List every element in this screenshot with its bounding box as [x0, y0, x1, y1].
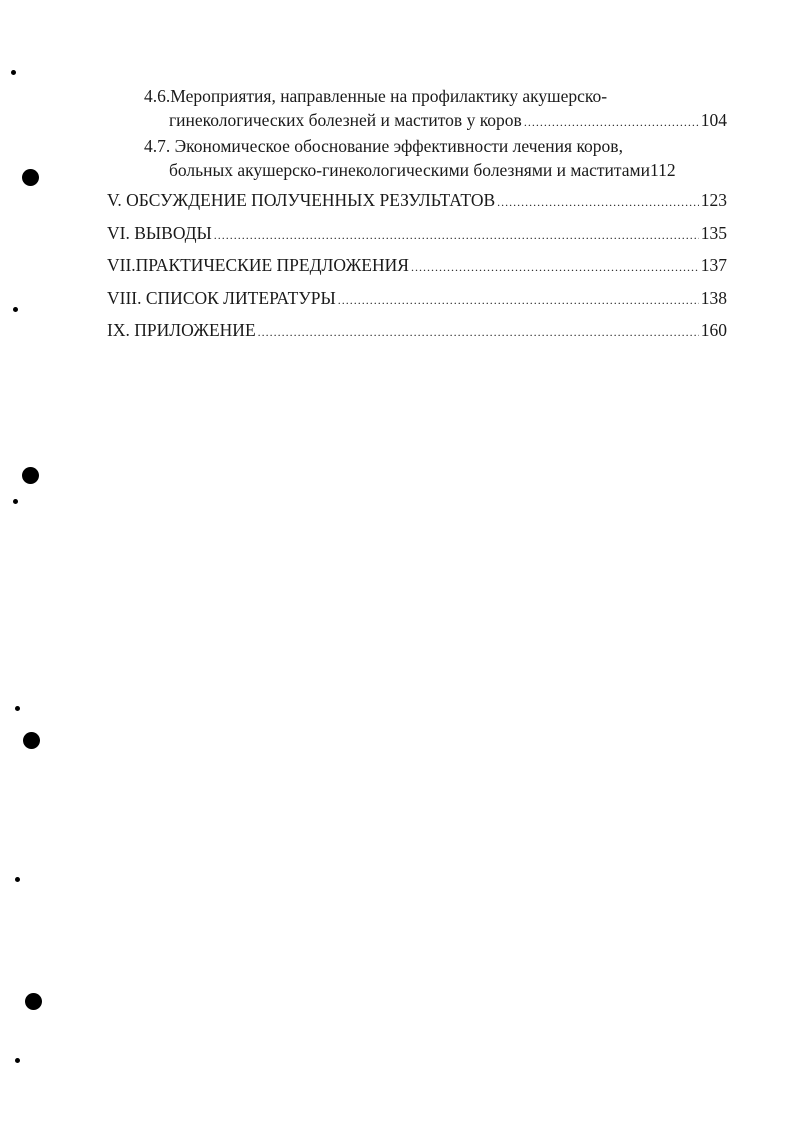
scan-dot-mark [13, 499, 18, 504]
scan-dot-mark [15, 877, 20, 882]
toc-entry-title-line1: 4.6.Мероприятия, направленные на профилактику акушерско- [144, 86, 608, 106]
scan-dot-mark [11, 70, 16, 75]
toc-chapter-title: VIII. СПИСОК ЛИТЕРАТУРЫ [107, 287, 336, 308]
scan-dot-mark [13, 307, 18, 312]
binder-hole-mark [22, 467, 39, 484]
toc-chapter-6[interactable] [107, 223, 727, 256]
binder-hole-mark [23, 732, 40, 749]
dot-leader [497, 195, 699, 210]
toc-chapter-9[interactable] [107, 320, 727, 353]
toc-entry-title-line2-row [144, 158, 727, 182]
dot-leader [338, 293, 699, 308]
toc-entry-title-line2-row [144, 108, 727, 134]
table-of-contents-chapters [107, 190, 727, 353]
table-of-contents-subsections [107, 84, 727, 182]
toc-page-number: 137 [700, 255, 727, 275]
dot-leader [214, 228, 699, 243]
binder-hole-mark [22, 169, 39, 186]
toc-page-number: 112 [650, 160, 676, 180]
dot-leader [411, 260, 699, 275]
toc-chapter-5[interactable] [107, 190, 727, 223]
toc-chapter-7[interactable] [107, 255, 727, 288]
toc-chapter-title: VII.ПРАКТИЧЕСКИЕ ПРЕДЛОЖЕНИЯ [107, 255, 409, 275]
toc-entry-4-6[interactable] [107, 84, 727, 134]
toc-entry-title-line1: 4.7. Экономическое обоснование эффективности лечения коров, [144, 136, 623, 156]
toc-page-number: 138 [700, 287, 727, 308]
toc-chapter-8[interactable] [107, 288, 727, 321]
dot-leader [258, 325, 699, 340]
scan-dot-mark [15, 1058, 20, 1063]
toc-page-number: 104 [700, 110, 727, 130]
toc-page-number: 135 [700, 222, 727, 243]
toc-chapter-title: V. ОБСУЖДЕНИЕ ПОЛУЧЕННЫХ РЕЗУЛЬТАТОВ [107, 190, 496, 210]
toc-page-number: 160 [700, 320, 727, 340]
toc-chapter-title: VI. ВЫВОДЫ [107, 222, 212, 243]
dot-leader [524, 110, 699, 134]
scan-dot-mark [15, 706, 20, 711]
toc-entry-title-line2: гинекологических болезней и маститов у коров [169, 110, 522, 130]
binder-hole-mark [25, 993, 42, 1010]
toc-entry-4-7[interactable] [107, 134, 727, 182]
toc-entry-title-line2: больных акушерско-гинекологическими болезнями и маститами [169, 160, 650, 180]
toc-chapter-title: IX. ПРИЛОЖЕНИЕ [107, 320, 256, 340]
toc-page-number: 123 [700, 190, 727, 210]
